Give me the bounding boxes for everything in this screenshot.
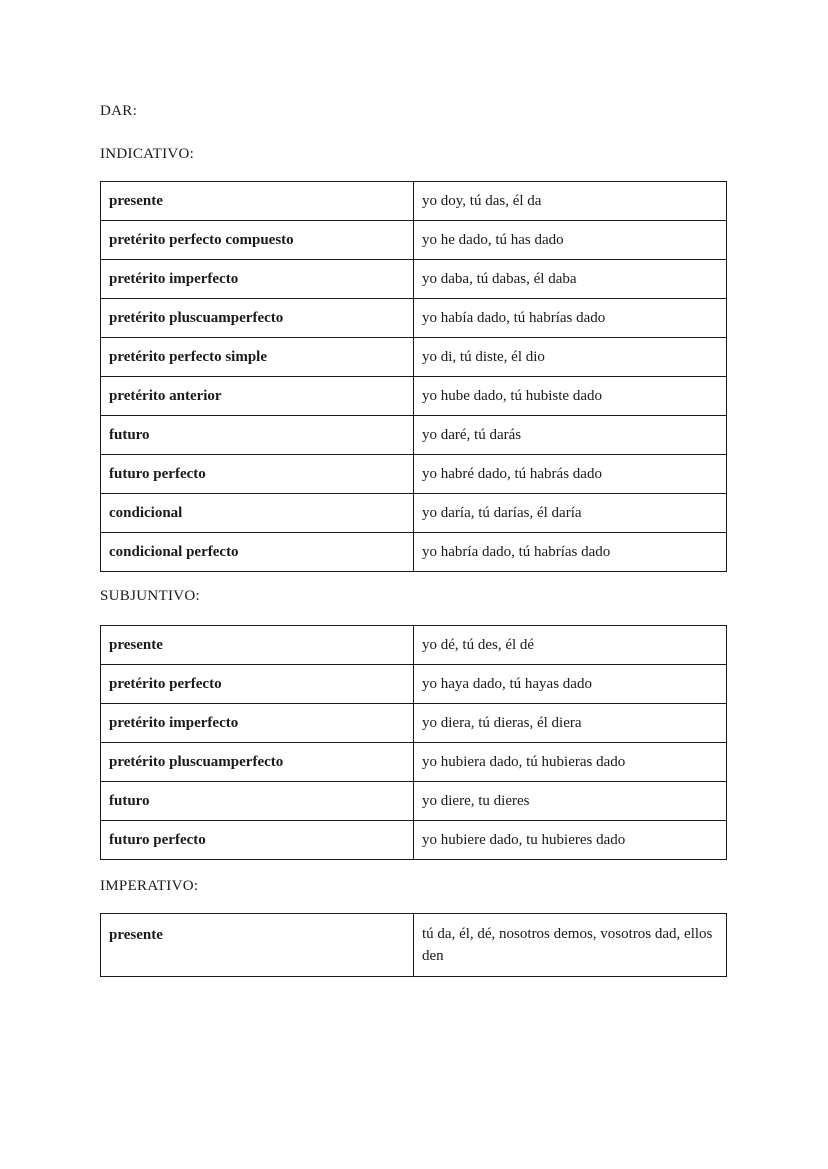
table-row xyxy=(101,182,727,221)
table-row xyxy=(101,221,727,260)
tense-cell: presente xyxy=(101,182,414,221)
verb-title: DAR: xyxy=(100,103,138,119)
forms-cell: tú da, él, dé, nosotros demos, vosotros dad, ellos den xyxy=(414,914,727,977)
table-row xyxy=(101,665,727,704)
tense-cell: pretérito imperfecto xyxy=(101,704,414,743)
table-subjuntivo xyxy=(100,625,727,860)
table-row xyxy=(101,533,727,572)
table-row xyxy=(101,626,727,665)
forms-cell: yo daba, tú dabas, él daba xyxy=(414,260,727,299)
table-row xyxy=(101,494,727,533)
table-row xyxy=(101,782,727,821)
tense-cell: pretérito anterior xyxy=(101,377,414,416)
forms-cell: yo daría, tú darías, él daría xyxy=(414,494,727,533)
table-row xyxy=(101,743,727,782)
table-row xyxy=(101,821,727,860)
table-row xyxy=(101,377,727,416)
tense-cell: condicional perfecto xyxy=(101,533,414,572)
table-row xyxy=(101,299,727,338)
forms-cell: yo hubiere dado, tu hubieres dado xyxy=(414,821,727,860)
section-heading-indicativo: INDICATIVO: xyxy=(100,146,195,162)
tense-cell: futuro xyxy=(101,416,414,455)
tense-cell: condicional xyxy=(101,494,414,533)
forms-cell: yo haya dado, tú hayas dado xyxy=(414,665,727,704)
forms-cell: yo diere, tu dieres xyxy=(414,782,727,821)
table-row xyxy=(101,914,727,977)
tense-cell: pretérito imperfecto xyxy=(101,260,414,299)
table-indicativo xyxy=(100,181,727,572)
tense-cell: pretérito pluscuamperfecto xyxy=(101,299,414,338)
tense-cell: futuro xyxy=(101,782,414,821)
tense-cell: futuro perfecto xyxy=(101,821,414,860)
tense-cell: presente xyxy=(101,626,414,665)
section-heading-imperativo: IMPERATIVO: xyxy=(100,878,199,894)
table-row xyxy=(101,416,727,455)
forms-cell: yo habré dado, tú habrás dado xyxy=(414,455,727,494)
tense-cell: pretérito perfecto xyxy=(101,665,414,704)
forms-cell: yo habría dado, tú habrías dado xyxy=(414,533,727,572)
forms-cell: yo di, tú diste, él dio xyxy=(414,338,727,377)
tense-cell: pretérito perfecto compuesto xyxy=(101,221,414,260)
forms-cell: yo hubiera dado, tú hubieras dado xyxy=(414,743,727,782)
forms-cell: yo había dado, tú habrías dado xyxy=(414,299,727,338)
section-heading-subjuntivo: SUBJUNTIVO: xyxy=(100,588,200,604)
tense-cell: pretérito perfecto simple xyxy=(101,338,414,377)
forms-cell: yo hube dado, tú hubiste dado xyxy=(414,377,727,416)
forms-cell: yo he dado, tú has dado xyxy=(414,221,727,260)
table-row xyxy=(101,260,727,299)
tense-cell: presente xyxy=(101,914,414,977)
tense-cell: pretérito pluscuamperfecto xyxy=(101,743,414,782)
forms-cell: yo diera, tú dieras, él diera xyxy=(414,704,727,743)
forms-cell: yo daré, tú darás xyxy=(414,416,727,455)
forms-cell: yo dé, tú des, él dé xyxy=(414,626,727,665)
forms-cell: yo doy, tú das, él da xyxy=(414,182,727,221)
table-row xyxy=(101,704,727,743)
table-row xyxy=(101,455,727,494)
tense-cell: futuro perfecto xyxy=(101,455,414,494)
table-imperativo xyxy=(100,913,727,977)
table-row xyxy=(101,338,727,377)
